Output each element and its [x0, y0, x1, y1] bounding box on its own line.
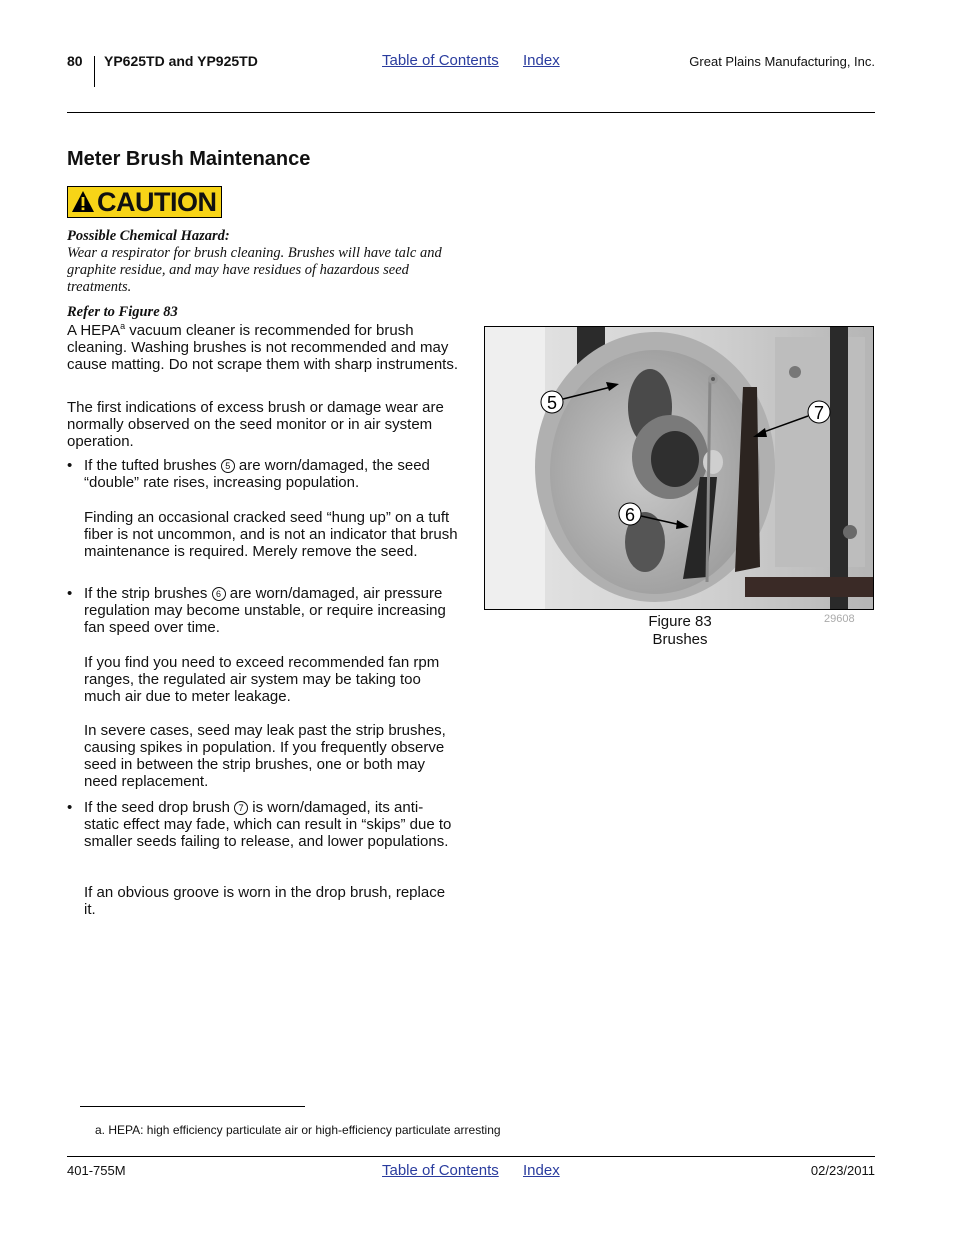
footnote-rule: [80, 1106, 305, 1107]
callout-ref-5: 5: [221, 459, 235, 473]
bullet-marker: •: [67, 799, 73, 816]
bullet-marker: •: [67, 457, 73, 474]
image-number: 29608: [824, 613, 855, 625]
header-index-link[interactable]: Index: [523, 52, 560, 69]
caution-banner: [67, 186, 222, 218]
section-title: Meter Brush Maintenance: [67, 148, 311, 170]
svg-text:7: 7: [813, 403, 825, 423]
bullet-drop-brush: If the seed drop brush 7 is worn/damaged, its anti-static effect may fade, which can result in “skips” due to smaller seeds failing to release, and lower populations.: [84, 799, 452, 850]
bullet-tufted-brushes: If the tufted brushes 5 are worn/damaged, the seed “double” rate rises, increasing population.: [84, 457, 430, 491]
svg-text:6: 6: [624, 505, 636, 525]
header-divider: [94, 56, 95, 87]
document-date: 02/23/2011: [810, 1163, 875, 1178]
bullet-strip-note-leak: In severe cases, seed may leak past the strip brushes, causing spikes in population. If you frequently observe seed in between the strip brushes, one or both may need replacement.: [84, 722, 446, 790]
bullet-strip-note-fan: If you find you need to exceed recommended fan rpm ranges, the regulated air system may be taking too much air due to meter leakage.: [84, 654, 440, 705]
figure-label: Figure 83: [648, 613, 712, 630]
hepa-paragraph: A HEPA$^a$ vacuum cleaner is recommended for brush cleaning. Washing brushes is not recommended and may cause matting. Do not scrape them with sharp instruments.: [67, 321, 459, 373]
callout-ref-7: 7: [234, 801, 248, 815]
header-rule: [67, 112, 875, 113]
bullet-marker: •: [67, 585, 73, 602]
figure-reference: Refer to Figure 83: [67, 304, 178, 320]
document-code: 401-755M: [67, 1163, 126, 1178]
page-number: 80: [67, 53, 83, 69]
hazard-heading: Possible Chemical Hazard:: [67, 228, 230, 244]
brushes-photo: [484, 326, 874, 610]
footnote: a. HEPA: high efficiency particulate air or high-efficiency particulate arresting: [95, 1123, 501, 1137]
footer-toc-link[interactable]: Table of Contents: [382, 1162, 499, 1179]
header-toc-link[interactable]: Table of Contents: [382, 52, 499, 69]
warning-triangle-icon: [71, 190, 95, 214]
bullet-drop-note: If an obvious groove is worn in the drop brush, replace it.: [84, 884, 446, 918]
figure-caption: [600, 613, 760, 649]
figure-title: Brushes: [652, 631, 708, 648]
footer-index-link[interactable]: Index: [523, 1162, 560, 1179]
manual-model: YP625TD and YP925TD: [104, 53, 258, 69]
bullet-tufted-note: Finding an occasional cracked seed “hung up” on a tuft fiber is not uncommon, and is not an indicator that brush maintenance is required. Merely remove the seed.: [84, 509, 458, 560]
callout-ref-6: 6: [212, 587, 226, 601]
bullet-strip-brushes: If the strip brushes 6 are worn/damaged, air pressure regulation may become unstable, or require increasing fan speed over time.: [84, 585, 446, 636]
hazard-text: Wear a respirator for brush cleaning. Brushes will have talc and graphite residue, and may have residues of hazardous seed treatments.: [67, 245, 442, 295]
company-name: Great Plains Manufacturing, Inc.: [689, 54, 875, 69]
svg-text:5: 5: [546, 393, 558, 413]
indications-paragraph: The first indications of excess brush or damage wear are normally observed on the seed monitor or in air system operation.: [67, 399, 444, 450]
caution-label: CAUTION: [97, 186, 217, 217]
footer-rule: [67, 1156, 875, 1157]
footnote-marker: a: [120, 321, 126, 331]
